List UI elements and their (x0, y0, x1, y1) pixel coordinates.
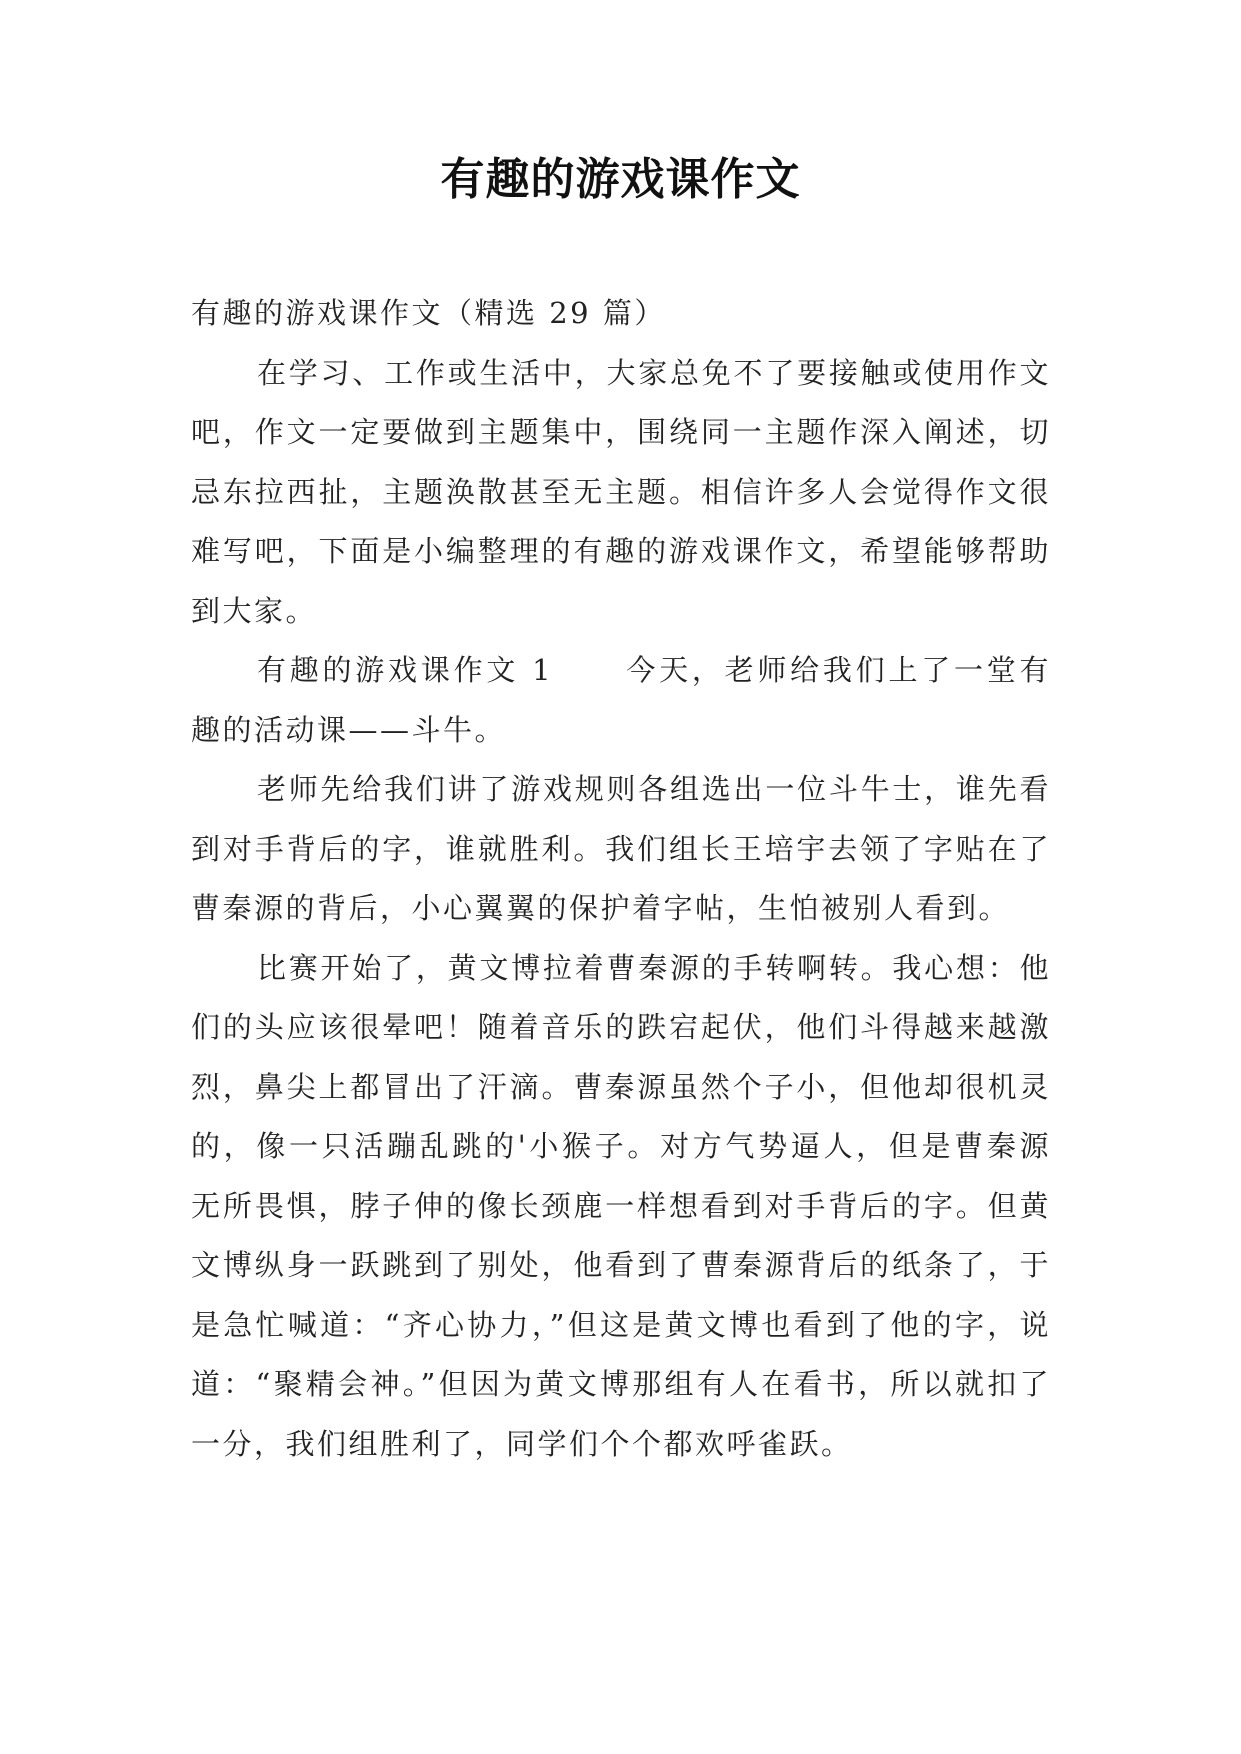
essay-1-heading: 有趣的游戏课作文 1 (257, 653, 554, 687)
intro-paragraph: 在学习、工作或生活中，大家总免不了要接触或使用作文吧，作文一定要做到主题集中，围绕同一主题作深入阐述，切忌东拉西扯，主题涣散甚至无主题。相信许多人会觉得作文很难写吧，下面是小编整理的有趣的游戏课作文，希望能够帮助到大家。 (191, 355, 1051, 628)
essay-1-first-paragraph (191, 641, 1051, 760)
document-subtitle: 有趣的游戏课作文（精选 29 篇） (191, 296, 666, 330)
essay-1-paragraph-2: 老师先给我们讲了游戏规则各组选出一位斗牛士，谁先看到对手背后的字，谁就胜利。我们组长王培宇去领了字贴在了曹秦源的背后，小心翼翼的保护着字帖，生怕被别人看到。 (191, 772, 1051, 925)
document-title: 有趣的游戏课作文 (440, 154, 801, 205)
essay-1-paragraph-3: 比赛开始了，黄文博拉着曹秦源的手转啊转。我心想：他们的头应该很晕吧！随着音乐的跌宕起伏，他们斗得越来越激烈，鼻尖上都冒出了汗滴。曹秦源虽然个子小，但他却很机灵的，像一只活蹦乱跳的'小猴子。对方气势逼人，但是曹秦源无所畏惧，脖子伸的像长颈鹿一样想看到对手背后的字。但黄文博纵身一跃跳到了别处，他看到了曹秦源背后的纸条了，于是急忙喊道：“齐心协力，”但这是黄文博也看到了他的字，说道：“聚精会神。”但因为黄文博那组有人在看书，所以就扣了一分，我们组胜利了，同学们个个都欢呼雀跃。 (191, 950, 1051, 1461)
essay-1-opening: 今天，老师给我们上了一堂有趣的活动课——斗牛。 (191, 653, 1051, 747)
document-body (191, 284, 1051, 1474)
